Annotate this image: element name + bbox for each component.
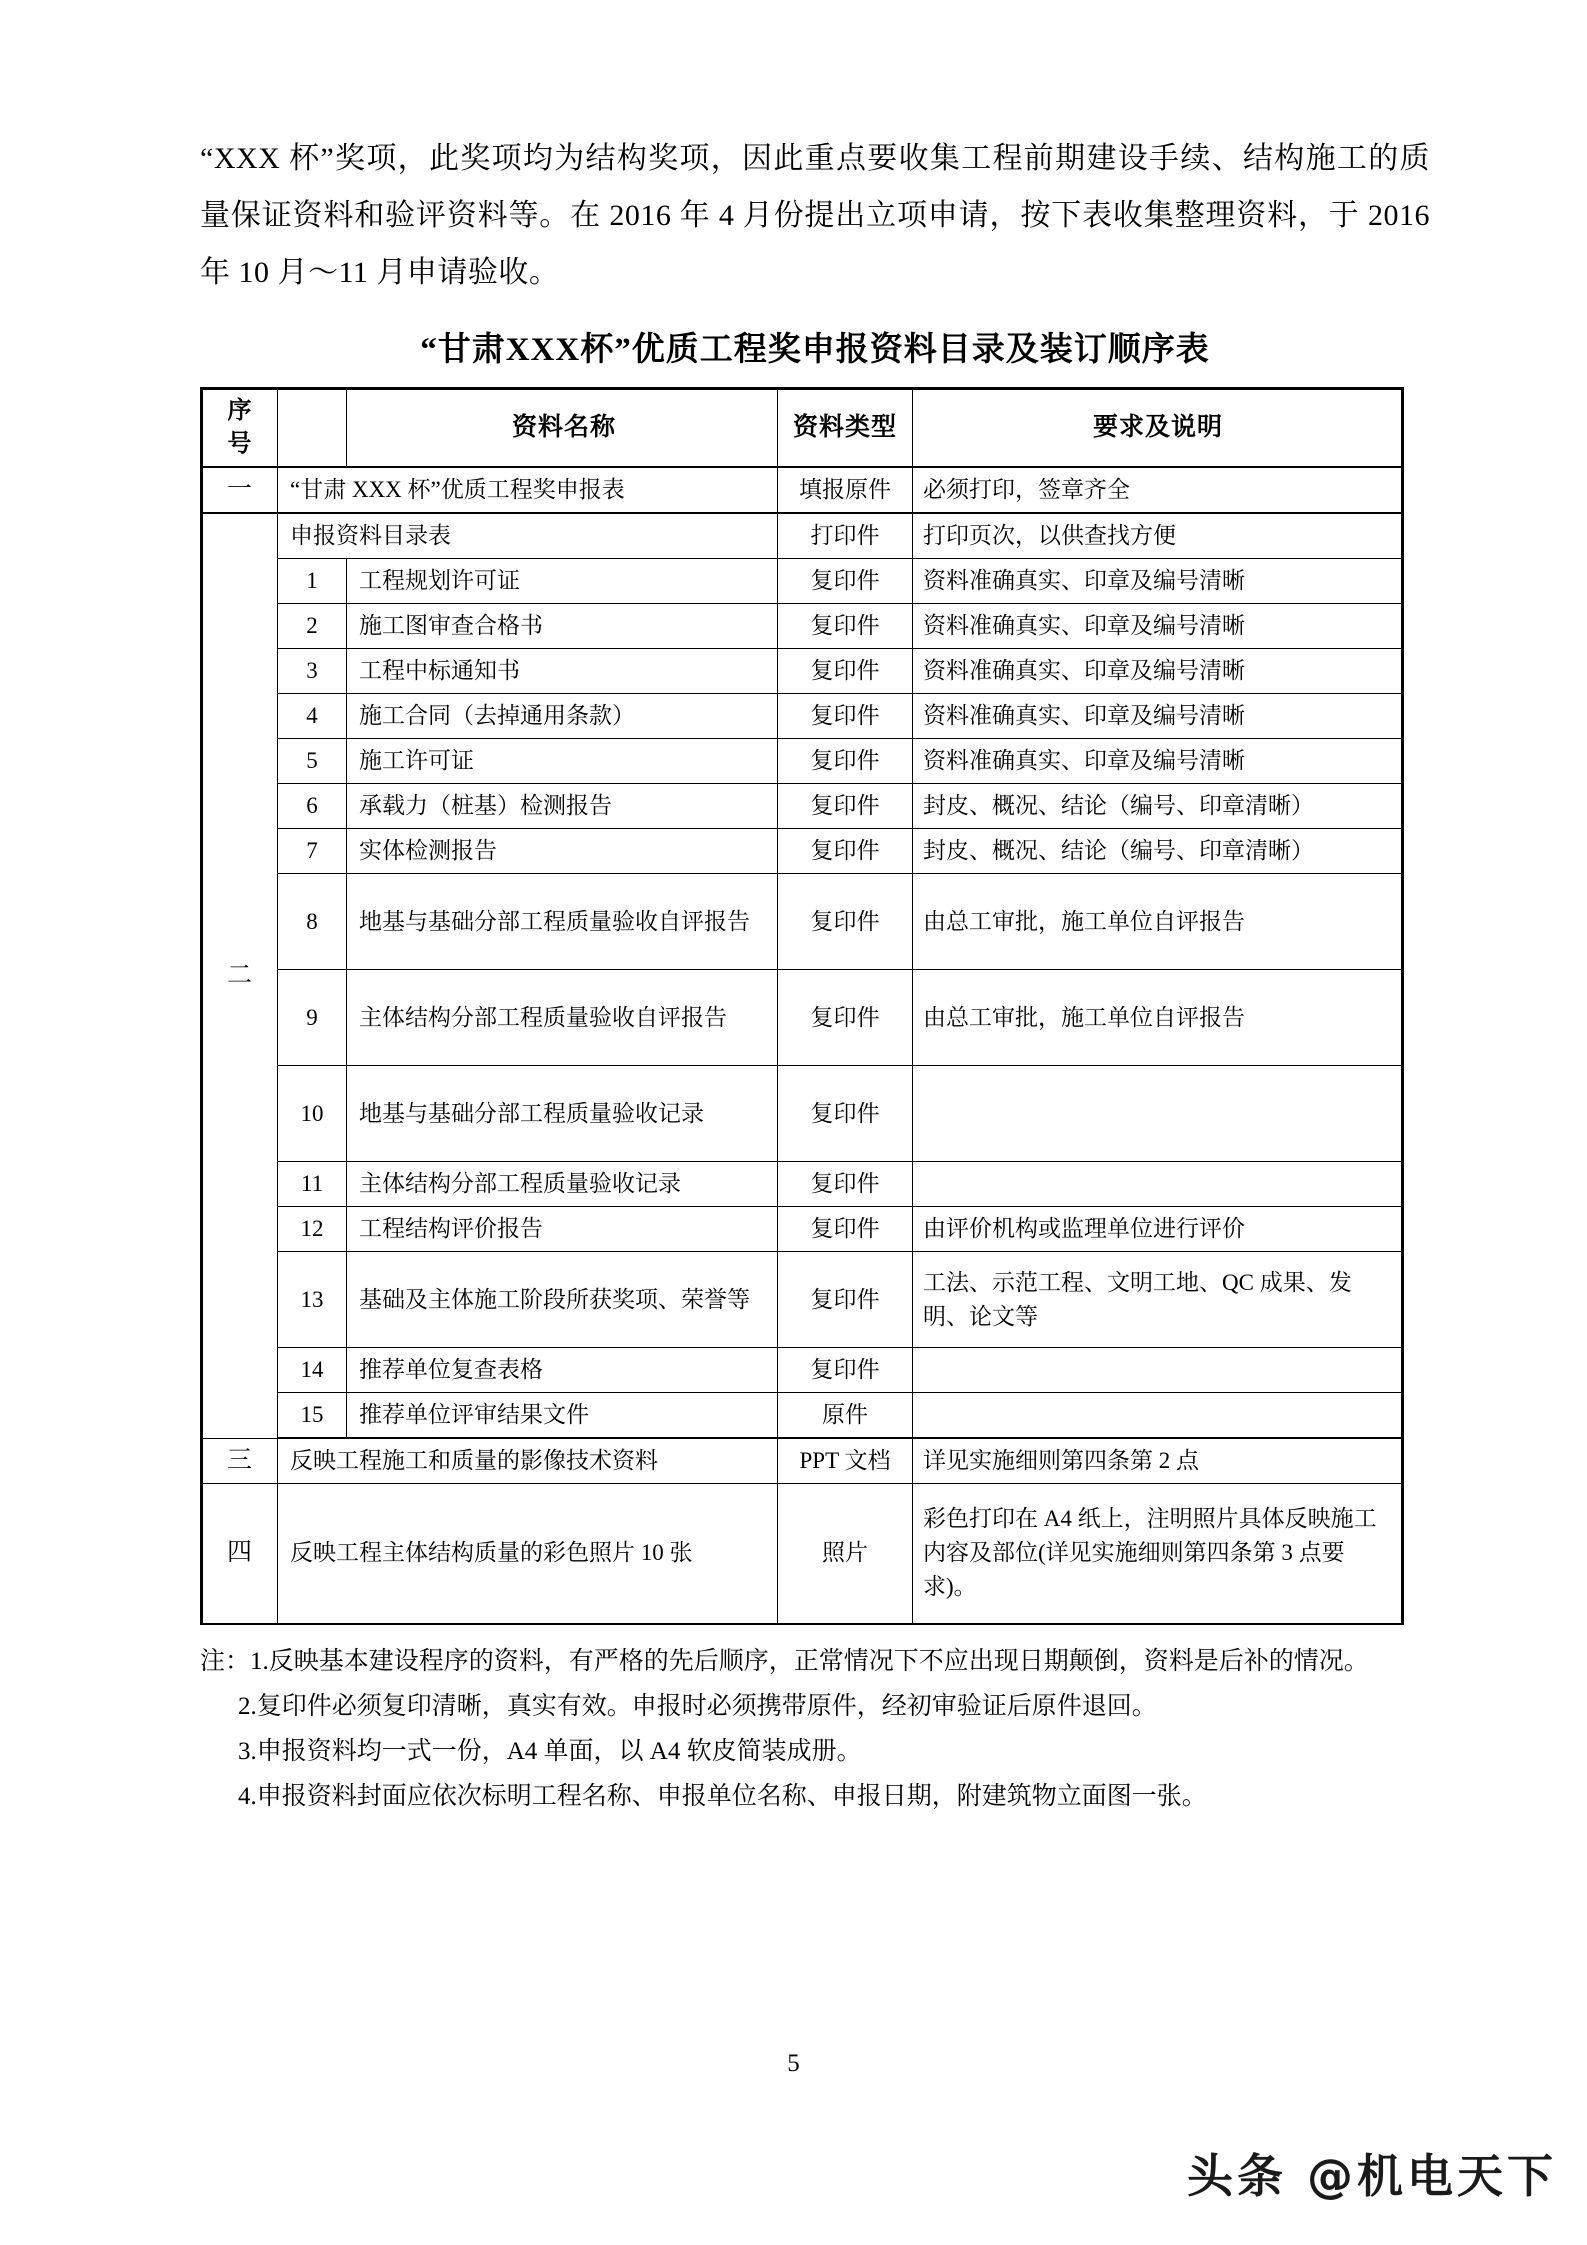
cell-name: 推荐单位评审结果文件 <box>347 1393 778 1439</box>
cell-requirement: 资料准确真实、印章及编号清晰 <box>913 649 1403 694</box>
cell-name: 施工合同（去掉通用条款） <box>347 694 778 739</box>
cell-name: 推荐单位复查表格 <box>347 1348 778 1393</box>
cell-type: 复印件 <box>778 1348 913 1393</box>
cell-requirement <box>913 1066 1403 1162</box>
cell-requirement <box>913 1348 1403 1393</box>
table-row <box>202 694 1403 739</box>
table-row <box>202 513 1403 559</box>
intro-paragraph: “XXX 杯”奖项，此奖项均为结构奖项，因此重点要收集工程前期建设手续、结构施工的质量保证资料和验评资料等。在 2016 年 4 月份提出立项申请，按下表收集整理资料，于 2016 年 10 月～11 月申请验收。 <box>200 142 1430 289</box>
table-row <box>202 559 1403 604</box>
cell-name: 工程规划许可证 <box>347 559 778 604</box>
cell-name: 施工许可证 <box>347 739 778 784</box>
cell-type: 复印件 <box>778 649 913 694</box>
cell-name: 地基与基础分部工程质量验收自评报告 <box>347 874 778 970</box>
header-cell-name: 资料名称 <box>347 389 778 468</box>
header-seq-line1: 序 <box>227 398 253 424</box>
page-content <box>200 130 1430 1819</box>
cell-requirement: 由总工审批，施工单位自评报告 <box>913 874 1403 970</box>
cell-name: 实体检测报告 <box>347 829 778 874</box>
table-title: “甘肃XXX杯”优质工程奖申报资料目录及装订顺序表 <box>420 332 1210 368</box>
cell-requirement: 工法、示范工程、文明工地、QC 成果、发明、论文等 <box>913 1252 1403 1348</box>
cell-number: 1 <box>278 559 347 604</box>
cell-requirement: 资料准确真实、印章及编号清晰 <box>913 604 1403 649</box>
cell-type: 复印件 <box>778 604 913 649</box>
header-cell-seq <box>202 389 278 468</box>
notes-label: 注： <box>200 1647 251 1675</box>
note-item-1-text: 1.反映基本建设程序的资料，有严格的先后顺序，正常情况下不应出现日期颠倒，资料是后补的情况。 <box>250 1647 1369 1675</box>
cell-seq: 四 <box>202 1484 278 1624</box>
cell-number: 5 <box>278 739 347 784</box>
cell-type: 复印件 <box>778 829 913 874</box>
cell-name: 反映工程施工和质量的影像技术资料 <box>278 1438 778 1484</box>
cell-requirement: 资料准确真实、印章及编号清晰 <box>913 739 1403 784</box>
cell-number: 3 <box>278 649 347 694</box>
table-row <box>202 1438 1403 1484</box>
cell-requirement: 详见实施细则第四条第 2 点 <box>913 1438 1403 1484</box>
cell-name: 主体结构分部工程质量验收记录 <box>347 1162 778 1207</box>
cell-seq: 三 <box>202 1438 278 1484</box>
cell-requirement: 封皮、概况、结论（编号、印章清晰） <box>913 784 1403 829</box>
cell-requirement: 由评价机构或监理单位进行评价 <box>913 1207 1403 1252</box>
note-item-4: 4.申报资料封面应依次标明工程名称、申报单位名称、申报日期，附建筑物立面图一张。 <box>238 1782 1207 1810</box>
cell-type: 复印件 <box>778 1162 913 1207</box>
note-item-2: 2.复印件必须复印清晰，真实有效。申报时必须携带原件，经初审验证后原件退回。 <box>238 1692 1157 1720</box>
cell-number: 2 <box>278 604 347 649</box>
note-item-1 <box>200 1639 1430 1684</box>
cell-type: 复印件 <box>778 694 913 739</box>
cell-number: 10 <box>278 1066 347 1162</box>
table-row <box>202 1348 1403 1393</box>
cell-name: 反映工程主体结构质量的彩色照片 10 张 <box>278 1484 778 1624</box>
table-row <box>202 1207 1403 1252</box>
cell-requirement: 资料准确真实、印章及编号清晰 <box>913 559 1403 604</box>
table-header-row <box>202 389 1403 468</box>
cell-type: 复印件 <box>778 1066 913 1162</box>
cell-type: 复印件 <box>778 739 913 784</box>
table-row <box>202 467 1403 513</box>
cell-type: PPT 文档 <box>778 1438 913 1484</box>
cell-number: 9 <box>278 970 347 1066</box>
cell-name: 主体结构分部工程质量验收自评报告 <box>347 970 778 1066</box>
cell-number: 6 <box>278 784 347 829</box>
cell-type: 复印件 <box>778 559 913 604</box>
cell-type: 复印件 <box>778 874 913 970</box>
header-seq-line2: 号 <box>227 431 253 457</box>
page-number: 5 <box>787 2050 800 2077</box>
cell-number: 8 <box>278 874 347 970</box>
intro-paragraph-block <box>200 130 1430 301</box>
cell-seq: 二 <box>202 513 278 1438</box>
header-cell-number <box>278 389 347 468</box>
notes-block <box>200 1639 1430 1819</box>
table-head <box>202 389 1403 468</box>
cell-type: 复印件 <box>778 970 913 1066</box>
table-row <box>202 649 1403 694</box>
cell-type: 照片 <box>778 1484 913 1624</box>
cell-number: 11 <box>278 1162 347 1207</box>
cell-name: 申报资料目录表 <box>278 513 778 559</box>
table-row <box>202 1252 1403 1348</box>
cell-number: 4 <box>278 694 347 739</box>
cell-type: 填报原件 <box>778 467 913 513</box>
cell-number: 7 <box>278 829 347 874</box>
header-cell-requirement: 要求及说明 <box>913 389 1403 468</box>
table-row <box>202 784 1403 829</box>
header-cell-type: 资料类型 <box>778 389 913 468</box>
cell-number: 12 <box>278 1207 347 1252</box>
cell-type: 原件 <box>778 1393 913 1439</box>
cell-requirement: 必须打印，签章齐全 <box>913 467 1403 513</box>
application-materials-table <box>200 387 1404 1625</box>
cell-requirement: 封皮、概况、结论（编号、印章清晰） <box>913 829 1403 874</box>
cell-type: 打印件 <box>778 513 913 559</box>
cell-requirement: 由总工审批，施工单位自评报告 <box>913 970 1403 1066</box>
table-body <box>202 467 1403 1624</box>
watermark: 头条 @机电天下 <box>1186 2149 1557 2203</box>
note-item-3: 3.申报资料均一式一份，A4 单面，以 A4 软皮简装成册。 <box>238 1737 862 1765</box>
cell-name: 基础及主体施工阶段所获奖项、荣誉等 <box>347 1252 778 1348</box>
table-row <box>202 739 1403 784</box>
cell-type: 复印件 <box>778 1252 913 1348</box>
cell-number: 13 <box>278 1252 347 1348</box>
cell-seq: 一 <box>202 467 278 513</box>
cell-number: 14 <box>278 1348 347 1393</box>
cell-name: 工程结构评价报告 <box>347 1207 778 1252</box>
cell-name: “甘肃 XXX 杯”优质工程奖申报表 <box>278 467 778 513</box>
cell-requirement: 打印页次，以供查找方便 <box>913 513 1403 559</box>
table-row <box>202 1162 1403 1207</box>
table-row <box>202 829 1403 874</box>
table-row <box>202 1066 1403 1162</box>
cell-name: 施工图审查合格书 <box>347 604 778 649</box>
cell-requirement <box>913 1162 1403 1207</box>
cell-name: 承载力（桩基）检测报告 <box>347 784 778 829</box>
cell-requirement: 彩色打印在 A4 纸上，注明照片具体反映施工内容及部位(详见实施细则第四条第 3 点要求)。 <box>913 1484 1403 1624</box>
table-row <box>202 970 1403 1066</box>
cell-requirement: 资料准确真实、印章及编号清晰 <box>913 694 1403 739</box>
cell-type: 复印件 <box>778 1207 913 1252</box>
cell-name: 地基与基础分部工程质量验收记录 <box>347 1066 778 1162</box>
table-row <box>202 1484 1403 1624</box>
table-row <box>202 604 1403 649</box>
cell-number: 15 <box>278 1393 347 1439</box>
cell-name: 工程中标通知书 <box>347 649 778 694</box>
cell-requirement <box>913 1393 1403 1439</box>
cell-type: 复印件 <box>778 784 913 829</box>
table-row <box>202 874 1403 970</box>
table-row <box>202 1393 1403 1439</box>
